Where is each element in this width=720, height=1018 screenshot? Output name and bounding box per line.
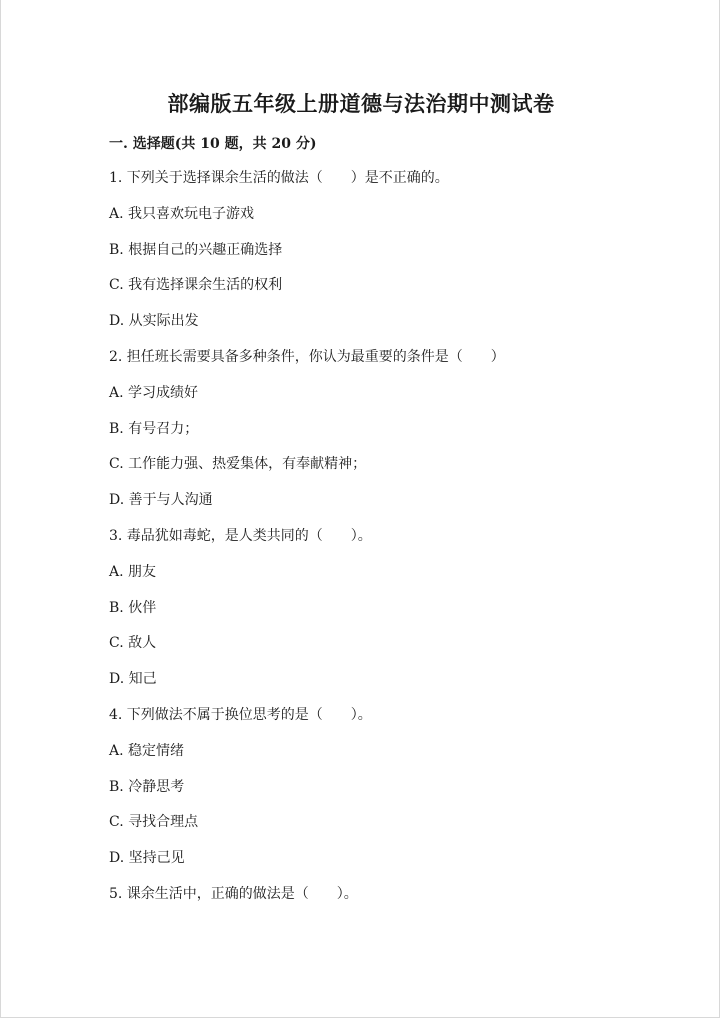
answer-option: A. 稳定情绪 bbox=[109, 742, 185, 759]
answer-option: A. 朋友 bbox=[109, 563, 157, 580]
answer-option: C. 工作能力强、热爱集体，有奉献精神； bbox=[109, 456, 367, 473]
answer-option: B. 根据自己的兴趣正确选择 bbox=[109, 241, 283, 258]
section-heading: 一. 选择题(共 10 题，共 20 分) bbox=[109, 136, 317, 152]
answer-option: B. 冷静思考 bbox=[109, 778, 185, 795]
answer-option: A. 我只喜欢玩电子游戏 bbox=[109, 205, 255, 222]
page-title: 部编版五年级上册道德与法治期中测试卷 bbox=[167, 91, 555, 116]
answer-option: A. 学习成绩好 bbox=[109, 384, 199, 401]
answer-option: D. 善于与人沟通 bbox=[109, 492, 213, 509]
question-stem: 4. 下列做法不属于换位思考的是（ ）。 bbox=[109, 706, 372, 723]
answer-option: D. 从实际出发 bbox=[109, 313, 199, 330]
answer-option: C. 我有选择课余生活的权利 bbox=[109, 277, 283, 294]
question-list bbox=[109, 168, 669, 920]
answer-option: C. 敌人 bbox=[109, 635, 157, 652]
question-stem: 1. 下列关于选择课余生活的做法（ ）是不正确的。 bbox=[109, 170, 449, 186]
answer-option: B. 有号召力； bbox=[109, 420, 199, 437]
question-stem: 3. 毒品犹如毒蛇，是人类共同的（ ）。 bbox=[109, 527, 372, 544]
answer-option: D. 知己 bbox=[109, 671, 157, 688]
question-stem: 5. 课余生活中，正确的做法是（ ）。 bbox=[109, 885, 358, 902]
answer-option: C. 寻找合理点 bbox=[109, 814, 199, 831]
question-stem: 2. 担任班长需要具备多种条件，你认为最重要的条件是（ ） bbox=[109, 348, 505, 365]
answer-option: B. 伙伴 bbox=[109, 599, 157, 616]
answer-option: D. 坚持己见 bbox=[109, 850, 185, 867]
